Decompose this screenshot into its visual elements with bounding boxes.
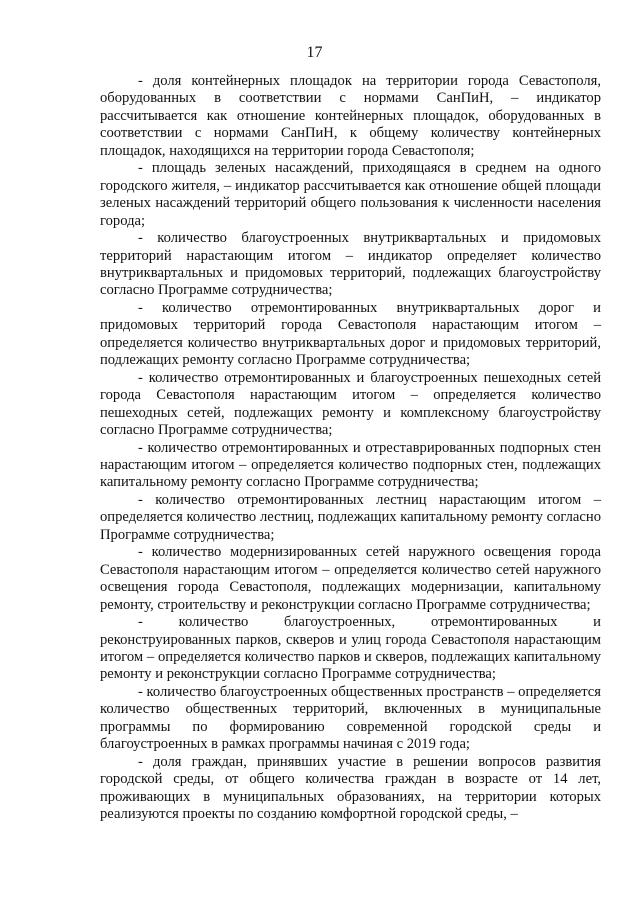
paragraph-roads-indicator: - количество отремонтированных внутриквартальных дорог и придомовых территорий города Севастополя нарастающим итогом – определяется количество внутриквартальных дорог и придомовых территорий, подлежащих ремонту согласно Программе сотрудничества; bbox=[100, 299, 601, 369]
paragraph-lighting-indicator: - количество модернизированных сетей наружного освещения города Севастополя нарастающим итогом – определяется количество сетей наружного освещения города Севастополя, подлежащих модернизации, капитальному ремонту, строительству и реконструкции согласно Программе сотрудничества; bbox=[100, 544, 601, 613]
paragraph-green-area-indicator: - площадь зеленых насаждений, приходящаяся в среднем на одного городского жителя, – индикатор рассчитывается как отношение общей площади зеленых насаждений территорий общего пользования к численности населения города; bbox=[100, 160, 601, 229]
page-number: 17 bbox=[306, 44, 323, 61]
body-text bbox=[100, 73, 601, 823]
paragraph-container-indicator: - доля контейнерных площадок на территории города Севастополя, оборудованных в соответствии с нормами СанПиН, – индикатор рассчитывается как отношение контейнерных площадок, оборудованных в соответствии с нормами СанПиН, к общему количеству контейнерных площадок, находящихся на территории города Севастополя; bbox=[100, 73, 601, 159]
paragraph-pedestrian-indicator: - количество отремонтированных и благоустроенных пешеходных сетей города Севастополя нарастающим итогом – определяется количество пешеходных сетей, подлежащих ремонту и комплексному благоустройству согласно Программе сотрудничества; bbox=[100, 369, 601, 439]
paragraph-citizens-indicator: - доля граждан, принявших участие в решении вопросов развития городской среды, от общего количества граждан в возрасте от 14 лет, проживающих в муниципальных образованиях, на территории которых реализуются проекты по созданию комфортной городской среды, – bbox=[100, 753, 601, 823]
paragraph-parks-indicator: - количество благоустроенных, отремонтированных и реконструированных парков, скверов и улиц города Севастополя нарастающим итогом – определяется количество парков и скверов, подлежащих капитальному ремонту и реконструкции согласно Программе сотрудничества; bbox=[100, 614, 601, 683]
paragraph-yards-indicator: - количество благоустроенных внутриквартальных и придомовых территорий нарастающим итогом – индикатор определяет количество внутриквартальных и придомовых территорий, подлежащих благоустройству согласно Программе сотрудничества; bbox=[100, 230, 601, 299]
paragraph-public-spaces-indicator: - количество благоустроенных общественных пространств – определяется количество общественных территорий, включенных в муниципальные программы по формированию современной городской среды и благоустроенных в рамках программы начиная с 2019 года; bbox=[100, 683, 601, 753]
paragraph-stairs-indicator: - количество отремонтированных лестниц нарастающим итогом – определяется количество лестниц, подлежащих капитальному ремонту согласно Программе сотрудничества; bbox=[100, 491, 601, 543]
paragraph-retaining-walls-indicator: - количество отремонтированных и отреставрированных подпорных стен нарастающим итогом – определяется количество подпорных стен, подлежащих капитальному ремонту согласно Программе сотрудничества; bbox=[100, 439, 601, 491]
